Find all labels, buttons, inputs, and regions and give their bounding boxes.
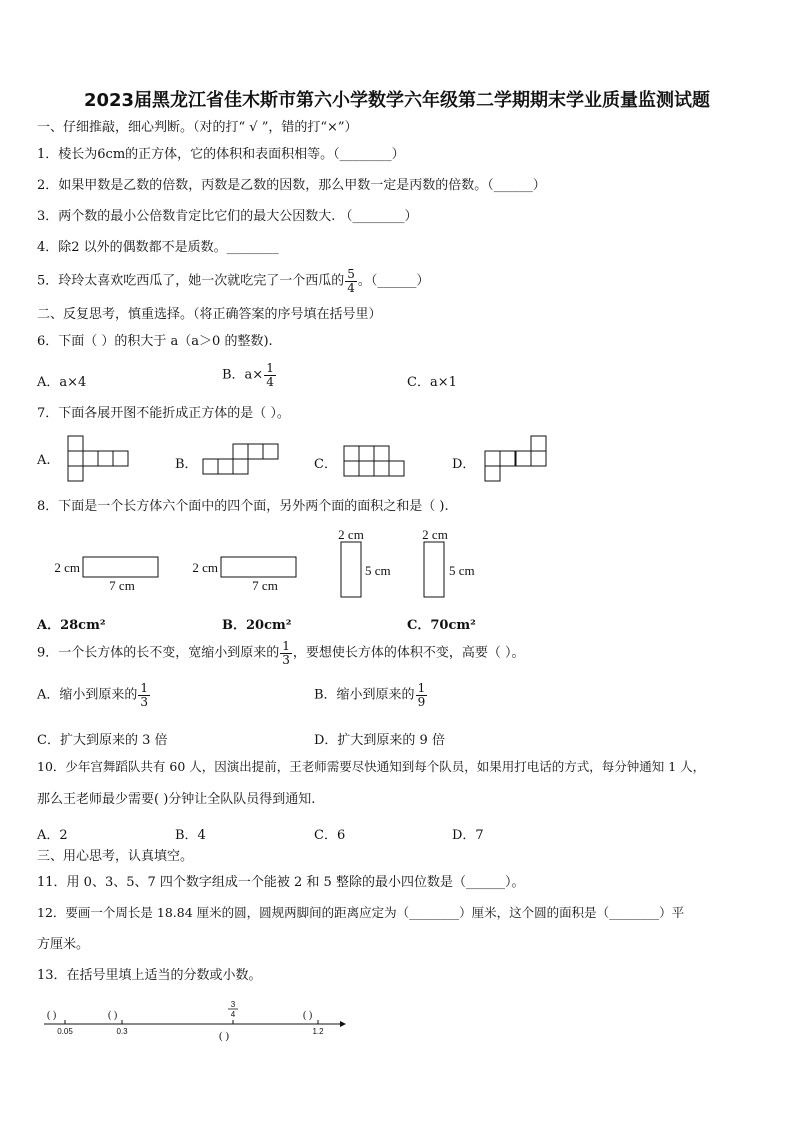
arrow-icon <box>340 1021 346 1027</box>
q7-option-d: D． <box>452 457 476 472</box>
section1-heading: 一、仔细推敲，细心判断。（对的打“ √ ”，错的打“×”） <box>37 120 358 135</box>
face-3-width-label: 2 cm <box>338 527 364 542</box>
q8-option-c: C．70cm² <box>407 618 476 633</box>
question-5-stem: 5．玲玲太喜欢吃西瓜了，她一次就吃完了一个西瓜的 <box>37 273 345 289</box>
question-2: 2．如果甲数是乙数的倍数，丙数是乙数的因数，那么甲数一定是丙数的倍数。（______） <box>37 178 546 193</box>
fraction-numerator: 1 <box>417 681 426 695</box>
q8-option-a: A．28cm² <box>37 618 106 633</box>
tick-label-1-2: 1.2 <box>312 1027 324 1036</box>
fraction-numerator: 3 <box>230 1000 236 1009</box>
face-rect-2 <box>221 557 296 577</box>
face-2-width-label: 7 cm <box>252 578 278 593</box>
q6-option-b-label: B．a× <box>222 367 264 383</box>
fraction <box>280 640 292 666</box>
face-4-height-label: 5 cm <box>449 563 475 578</box>
q9-option-d: D．扩大到原来的 9 倍 <box>314 733 445 748</box>
q9-option-b-label: B．缩小到原来的 <box>314 687 415 703</box>
fraction <box>345 268 357 294</box>
q10-option-d: D．7 <box>452 828 484 843</box>
q10-option-b: B．4 <box>175 828 206 843</box>
tick-label-0-05: 0.05 <box>57 1027 73 1036</box>
question-3: 3．两个数的最小公倍数肯定比它们的最大公因数大. （________） <box>37 209 418 224</box>
fraction <box>264 362 276 388</box>
q6-option-c: C．a×1 <box>407 375 457 390</box>
question-5 <box>37 268 429 294</box>
section3-heading: 三、用心思考，认真填空。 <box>37 849 194 864</box>
number-line <box>44 998 354 1044</box>
fraction-numerator: 5 <box>347 267 355 281</box>
q9-option-a-label: A．缩小到原来的 <box>37 687 138 703</box>
fraction <box>416 682 428 708</box>
face-2-height-label: 2 cm <box>192 560 218 575</box>
question-12-line2: 方厘米。 <box>37 937 90 952</box>
fraction-denominator: 3 <box>140 694 149 709</box>
fraction-denominator: 9 <box>417 694 426 709</box>
q6-option-a: A．a×4 <box>37 375 87 390</box>
q7-option-a: A. <box>37 453 51 468</box>
net-c-diagram <box>344 446 408 480</box>
question-10-line2: 那么王老师最少需要( )分钟让全队队员得到通知. <box>37 792 316 807</box>
fraction-denominator: 3 <box>282 652 290 667</box>
question-12-line1: 12．要画一个周长是 18.84 厘米的圆，圆规两脚间的距离应定为（________）厘米，这个圆的面积是（________）平 <box>37 905 685 920</box>
net-a-diagram <box>68 436 132 484</box>
q8-option-b: B．20cm² <box>222 618 292 633</box>
question-8: 8．下面是一个长方体六个面中的四个面，另外两个面的面积之和是（ ). <box>37 499 449 514</box>
face-rect-4 <box>424 542 444 597</box>
face-1-width-label: 7 cm <box>109 578 135 593</box>
blank-below: ( ) <box>219 1030 230 1042</box>
q7-option-c: C． <box>314 457 337 472</box>
blank-above-1: ( ) <box>47 1010 57 1021</box>
q7-option-b: B． <box>175 457 198 472</box>
q9-option-a <box>37 682 151 708</box>
fraction <box>138 682 150 708</box>
q9-option-b <box>314 682 428 708</box>
q6-option-b <box>222 362 277 388</box>
question-13: 13．在括号里填上适当的分数或小数。 <box>37 968 262 983</box>
q10-option-a: A．2 <box>37 828 68 843</box>
face-1-height-label: 2 cm <box>54 560 80 575</box>
face-4-width-label: 2 cm <box>422 527 448 542</box>
blank-above-3: ( ) <box>303 1010 313 1021</box>
q9-option-c: C．扩大到原来的 3 倍 <box>37 733 168 748</box>
fraction-denominator: 4 <box>347 280 355 295</box>
question-1: 1．棱长为6cm的正方体，它的体积和表面积相等。（________） <box>37 147 405 162</box>
question-9-stem-end: ，要想使长方体的体积不变，高要（ ）。 <box>292 645 525 661</box>
section2-heading: 二、反复思考，慎重选择。（将正确答案的序号填在括号里） <box>37 307 382 322</box>
question-4: 4．除2 以外的偶数都不是质数。________ <box>37 240 279 255</box>
question-10-line1: 10．少年宫舞蹈队共有 60 人，因演出提前，王老师需要尽快通知到每个队员，如果用打电话的方式，每分钟通知 1 人， <box>37 759 706 774</box>
fraction-numerator: 1 <box>282 639 290 653</box>
page-title: 2023届黑龙江省佳木斯市第六小学数学六年级第二学期期末学业质量监测试题 <box>83 90 711 111</box>
faces-diagram <box>40 528 500 602</box>
fraction-numerator: 1 <box>266 361 274 375</box>
face-3-height-label: 5 cm <box>365 563 391 578</box>
question-7: 7．下面各展开图不能折成正方体的是（ ）。 <box>37 406 290 421</box>
question-9 <box>37 640 525 666</box>
fraction-numerator: 1 <box>140 681 149 695</box>
net-b-diagram <box>203 444 283 478</box>
fraction-denominator: 4 <box>230 1010 236 1019</box>
question-9-stem: 9．一个长方体的长不变，宽缩小到原来的 <box>37 645 280 661</box>
question-11: 11．用 0、3、5、7 四个数字组成一个能被 2 和 5 整除的最小四位数是（______）。 <box>37 875 525 890</box>
net-d-diagram <box>485 436 551 486</box>
question-5-answer: 。（______） <box>357 273 430 289</box>
fraction-denominator: 4 <box>266 374 274 389</box>
face-rect-1 <box>83 557 158 577</box>
blank-above-2: ( ) <box>108 1010 118 1021</box>
face-rect-3 <box>341 542 361 597</box>
q10-option-c: C．6 <box>314 828 346 843</box>
tick-label-0-3: 0.3 <box>116 1027 128 1036</box>
question-6: 6．下面（ ）的积大于 a（a＞0 的整数). <box>37 334 273 349</box>
